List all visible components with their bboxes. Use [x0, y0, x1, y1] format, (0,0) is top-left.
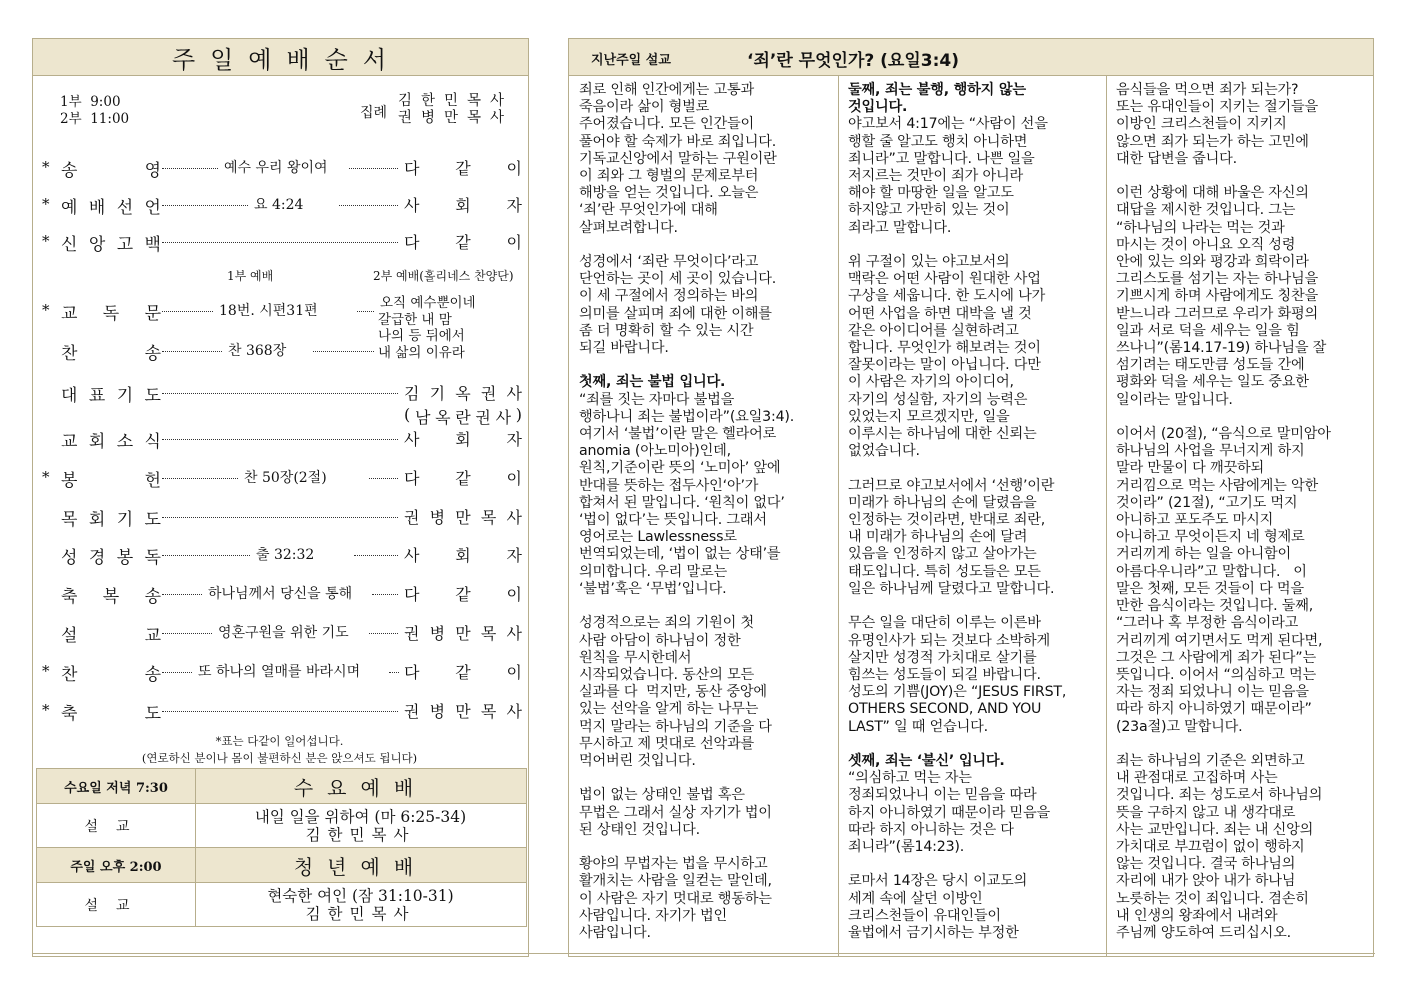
leader-dots — [162, 205, 248, 206]
leader-dots — [389, 672, 399, 673]
order-item-detail: 18번. 시편31편 — [219, 303, 318, 319]
session-label-second: 2부 예배(홀리네스 찬양단) — [373, 269, 514, 283]
session-label-first: 1부 예배 — [227, 269, 274, 283]
order-item-detail: 예수 우리 왕이여 — [224, 160, 328, 176]
order-row — [42, 582, 522, 606]
leader-dots — [162, 168, 218, 169]
order-item-detail: 요 4:24 — [254, 197, 304, 213]
order-item-name: 찬 송 — [61, 665, 161, 685]
order-item-leader: 김 기 옥 권 사 — [404, 384, 522, 403]
leader-dots — [354, 555, 398, 556]
youth-sermon-title: 현숙한 여인 (잠 31:10-31) — [267, 886, 454, 905]
leader-dots — [162, 311, 213, 312]
order-item-leader: 다 같 이 — [404, 469, 522, 488]
order-row — [42, 427, 522, 451]
order-item-name: 봉 헌 — [61, 471, 161, 491]
standing-mark: * — [42, 158, 50, 176]
order-row — [42, 193, 522, 217]
column-divider — [838, 76, 839, 956]
order-item-name: 교 회 소 식 — [61, 432, 161, 452]
order-item-leader: 다 같 이 — [404, 159, 522, 178]
order-item-name: 축 도 — [61, 704, 161, 724]
order-item-leader: 권 병 만 목 사 — [404, 702, 522, 721]
leader-dots — [162, 393, 398, 394]
leader-dots — [369, 633, 398, 634]
leader-dots — [162, 711, 398, 712]
youth-title: 청년예배 — [293, 854, 428, 879]
order-item-name: 대 표 기 도 — [61, 386, 161, 406]
order-row — [42, 660, 522, 684]
order-row — [42, 381, 522, 427]
standing-mark: * — [42, 662, 50, 680]
sermon-column-2: 둘째, 죄는 불행, 행하지 않는 것입니다. 야고보서 4:17에는 “사람이 선을 행할 줄 알고도 행치 아니하면 죄니라”고 말합니다. 나쁜 일을 저지르는 것만이 죄가 아니라 해야 할 마땅한 일을 알고도 하지않고 가만히 있는 것이 죄라고 말합니다. 위 구절이 있는 야고보서의 맥락은 어떤 사람이 원대한 사업 구상을 세웁니다. 한 도시에 나가 어떤 사업을 하면 대박을 낼 것 같은 아이디어를 실현하려고 합니다. 무엇인가 해보려는 것이 잘못이라는 말이 아닙니다. 다만 이 사람은 자기의 아이디어, 자기의 성실함, 자기의 능력은 있었는지 모르겠지만, 일을 이루시는 하나님에 대한 신뢰는 없었습니다. 그러므로 야고보서에서 ‘선행’이란 미래가 하나님의 손에 달렸음을 인정하는 것이라면, 반대로 죄란, 내 미래가 하나님의 손에 달려 있음을 인정하지 않고 살아가는 태도입니다. 특히 성도들은 모든 일은 하나님께 달렸다고 말합니다. 무슨 일을 대단히 이루는 이른바 유명인사가 되는 것보다 소박하게 살지만 성경적 가치대로 살기를 힘쓰는 성도들이 되길 바랍니다. 성도의 기쁨(JOY)은 “JESUS FIRST, OTHERS SECOND, AND YOU LAST” 일 때 얻습니다. 셋째, 죄는 ‘불신’ 입니다. “의심하고 먹는 자는 정죄되었나니 이는 믿음을 따라 하지 아니하였기 때문이라 믿음을 따라 하지 아니하는 것은 다 죄니라”(롬14:23). 로마서 14장은 당시 이교도의 세계 속에 살던 이방인 크리스천들이 유대인들이 율법에서 금기시하는 부정한 — [848, 82, 1067, 941]
sermon-panel — [568, 38, 1374, 956]
wednesday-sermon-label: 설교 — [37, 804, 196, 847]
youth-sermon-info — [195, 883, 526, 926]
praise-song: 내 삶의 이유라 — [378, 344, 465, 361]
leader-dots — [372, 594, 398, 595]
seating-note: (연로하신 분이나 몸이 불편하신 분은 앉으셔도 됩니다) — [141, 751, 418, 765]
order-item-name: 설 교 — [61, 626, 161, 646]
wednesday-preacher: 김한민목사 — [305, 825, 416, 844]
order-item-name: 교 독 문 — [61, 304, 161, 324]
leader-dots — [162, 517, 398, 518]
order-item-detail: 하나님께서 당신을 통해 — [208, 586, 353, 602]
order-row — [42, 699, 522, 723]
praise-song: 갈급한 내 맘 — [378, 311, 452, 328]
leader-dots — [162, 594, 202, 595]
standing-mark: * — [42, 468, 50, 486]
order-item-detail: 출 32:32 — [256, 547, 315, 563]
order-item-leader: 사 회 자 — [404, 546, 522, 565]
praise-song-list — [378, 295, 476, 361]
order-row — [42, 156, 522, 180]
order-item-name: 축 복 송 — [61, 587, 161, 607]
order-row — [42, 621, 522, 645]
praise-song: 오직 예수뿐이네 — [380, 295, 476, 311]
order-item-leader-alt: ( 남 옥 란 권 사 ) — [404, 405, 522, 427]
standing-note: *표는 다같이 일어섭니다. — [215, 734, 344, 748]
order-item-detail: 영혼구원을 위한 기도 — [218, 625, 349, 641]
order-row — [42, 505, 522, 529]
order-item-leader: 사 회 자 — [404, 196, 522, 215]
order-row — [42, 466, 522, 490]
page-bottom-rule — [32, 953, 1375, 954]
sermon-body — [568, 76, 1374, 957]
wednesday-title: 수요예배 — [293, 775, 428, 800]
service-times — [60, 94, 129, 128]
youth-sermon-label: 설교 — [37, 883, 196, 926]
leader-dots — [162, 478, 238, 479]
presider-name-1: 김한민목사 — [398, 93, 514, 109]
order-item-detail: 찬 50장(2절) — [244, 470, 327, 486]
order-row — [42, 230, 522, 254]
leader-dots — [339, 205, 398, 206]
order-item-name: 목 회 기 도 — [61, 510, 161, 530]
leader-dots — [349, 168, 398, 169]
order-item-name: 성 경 봉 독 — [61, 548, 161, 568]
sermon-label: 지난주일 설교 — [591, 53, 671, 68]
leader-dots — [162, 555, 250, 556]
order-item-name: 찬 송 — [61, 344, 161, 364]
presider-name-2: 권병만목사 — [398, 110, 514, 126]
worship-order-panel — [32, 38, 529, 956]
presider-label: 집례 — [360, 105, 388, 121]
leader-dots — [369, 478, 398, 479]
service-time-second: 2부 11:00 — [60, 111, 130, 127]
worship-order-header — [32, 38, 529, 76]
leader-dots — [162, 439, 398, 440]
order-item-leader: 다 같 이 — [404, 663, 522, 682]
worship-order-title: 주일예배순서 — [171, 45, 402, 74]
sermon-column-1: 죄로 인해 인간에게는 고통과 죽음이라 삶이 형벌로 주어졌습니다. 모든 인간들이 풀어야 할 숙제가 바로 죄입니다. 기독교신앙에서 말하는 구원이란 이 죄와 그 형벌의 문제로부터 해방을 얻는 것입니다. 오늘은 ‘죄’란 무엇인가에 대해 살펴보려합니다. 성경에서 ‘죄란 무엇이다’라고 단언하는 곳이 세 곳이 있습니다. 이 세 구절에서 정의하는 바의 의미를 살피며 죄에 대한 이해를 좀 더 명확히 할 수 있는 시간 되길 바랍니다. 첫째, 죄는 불법 입니다. “죄를 짓는 자마다 불법을 행하나니 죄는 불법이라”(요일3:4). 여기서 ‘불법’이란 말은 헬라어로 anomia (아노미아)인데, 원칙,기준이란 뜻의 ‘노미아’ 앞에 반대를 뜻하는 접두사인‘아’가 합쳐서 된 말입니다. ‘원칙이 없다’ ‘법이 없다’는 뜻입니다. 그래서 영어로는 Lawlessness로 번역되었는데, ‘법이 없는 상태’를 의미합니다. 우리 말로는 ‘불법’혹은 ‘무법’입니다. 성경적으로는 죄의 기원이 첫 사람 아담이 하나님이 정한 원칙을 무시한데서 시작되었습니다. 동산의 모든 실과를 다 먹지만, 동산 중앙에 있는 선악을 알게 하는 나무는 먹지 말라는 하나님의 기준을 다 무시하고 제 멋대로 선악과를 먹어버린 것입니다. 법이 없는 상태인 불법 혹은 무법은 그래서 실상 자기가 법이 된 상태인 것입니다. 황야의 무법자는 법을 무시하고 활개치는 사람을 일컫는 말인데, 이 사람은 자기 멋대로 행동하는 사람입니다. 자기가 법인 사람입니다. — [579, 82, 795, 941]
order-item-name: 예 배 선 언 — [61, 198, 161, 218]
order-item-leader: 권 병 만 목 사 — [404, 508, 522, 527]
praise-song: 나의 등 뒤에서 — [378, 328, 465, 344]
wednesday-header-row — [36, 768, 527, 804]
order-item-detail: 찬 368장 — [228, 343, 287, 359]
youth-sermon-row — [36, 882, 527, 927]
wednesday-sermon-title: 내일 일을 위하여 (마 6:25-34) — [254, 807, 467, 826]
wednesday-sermon-row — [36, 803, 527, 848]
wednesday-sermon-info — [195, 804, 526, 847]
order-row — [42, 543, 522, 567]
leader-dots — [162, 633, 212, 634]
order-item-name: 신 앙 고 백 — [61, 235, 161, 255]
order-item-leader: 사 회 자 — [404, 430, 522, 449]
leader-dots — [313, 351, 374, 352]
order-item-leader: 권 병 만 목 사 — [404, 624, 522, 643]
youth-preacher: 김한민목사 — [305, 904, 416, 923]
order-item-leader: 다 같 이 — [404, 233, 522, 252]
order-item-leader: 다 같 이 — [404, 585, 522, 604]
standing-mark: * — [42, 232, 50, 250]
leader-dots — [162, 672, 192, 673]
leader-dots — [162, 242, 398, 243]
sermon-header — [568, 38, 1374, 76]
standing-mark: * — [42, 195, 50, 213]
order-item-detail: 또 하나의 열매를 바라시며 — [198, 664, 361, 680]
service-time-first: 1부 9:00 — [60, 94, 121, 110]
youth-header-row — [36, 847, 527, 883]
standing-mark: * — [42, 301, 50, 319]
column-divider — [1106, 76, 1107, 956]
wednesday-time: 수요일 저녁 7:30 — [37, 769, 196, 803]
leader-dots — [162, 351, 222, 352]
sermon-title: ‘죄’란 무엇인가? (요일3:4) — [747, 51, 959, 71]
presider-names — [398, 93, 513, 127]
standing-mark: * — [42, 701, 50, 719]
sermon-column-3: 음식들을 먹으면 죄가 되는가? 또는 유대인들이 지키는 절기들을 이방인 크리스천들이 지키지 않으면 죄가 되는가 하는 고민에 대한 답변을 줍니다. 이런 상황에 대해 바울은 자신의 대답을 제시한 것입니다. 그는 “하나님의 나라는 먹는 것과 마시는 것이 아니요 오직 성령 안에 있는 의와 평강과 희락이라 그리스도를 섬기는 자는 하나님을 기쁘시게 하며 사람에게도 칭찬을 받느니라 그러므로 우리가 화평의 일과 서로 덕을 세우는 일을 힘 쓰나니”(롬14.17-19) 하나님을 잘 섬기려는 태도만큼 성도들 간에 평화와 덕을 세우는 일도 중요한 일이라는 말입니다. 이어서 (20절), “음식으로 말미암아 하나님의 사업을 무너지게 하지 말라 만물이 다 깨끗하되 거리낌으로 먹는 사람에게는 악한 것이라” (21절), “고기도 먹지 아니하고 포도주도 마시지 아니하고 무엇이든지 네 형제로 거리끼게 하는 일을 아니함이 아름다우니라”고 말합니다. 이 말은 첫째, 모든 것들이 다 먹을 만한 음식이라는 것입니다. 둘째, “그러나 혹 부정한 음식이라고 거리끼게 여기면서도 먹게 된다면, 그것은 그 사람에게 죄가 된다”는 뜻입니다. 이어서 “의심하고 먹는 자는 정죄 되었나니 이는 믿음을 따라 하지 아니하였기 때문이라” (23a절)고 말합니다. 죄는 하나님의 기준은 외면하고 내 관점대로 고집하며 사는 것입니다. 죄는 성도로서 하나님의 뜻을 구하지 않고 내 생각대로 사는 교만입니다. 죄는 내 신앙의 가치대로 부끄럼이 없이 행하지 않는 것입니다. 결국 하나님의 자리에 내가 앉아 내가 하나님 노릇하는 것이 죄입니다. 겸손히 내 인생의 왕좌에서 내려와 주님께 양도하여 드리십시오. — [1116, 82, 1331, 941]
order-item-name: 송 영 — [61, 161, 161, 181]
youth-time: 주일 오후 2:00 — [37, 848, 196, 882]
leader-dots — [357, 311, 374, 312]
